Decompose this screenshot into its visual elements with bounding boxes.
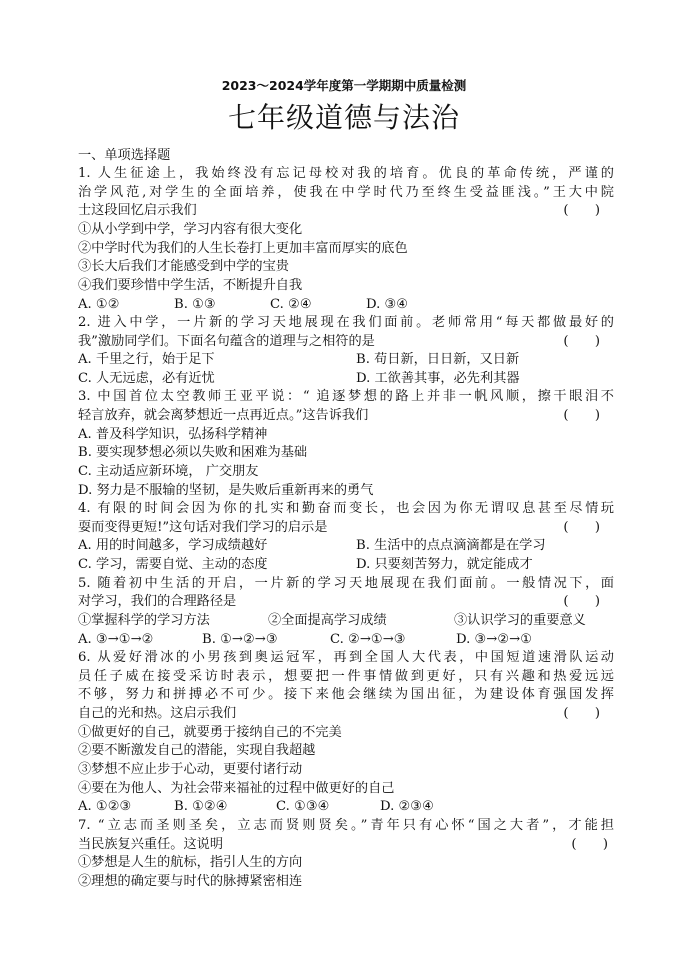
q1-statement-4: ④我们要珍惜中学生活，不断提升自我 <box>78 278 303 293</box>
q6-statement-3: ③梦想不应止步于心动，更要付诸行动 <box>78 762 303 777</box>
q2-stem-text: 我”激励同学们。下面名句蕴含的道理与之相符的是 <box>78 334 375 349</box>
q6-option-b[interactable]: B. ①②④ <box>174 799 228 814</box>
q4-answer-paren[interactable]: ( ) <box>563 520 600 535</box>
q1-stem-line-2: 治学风范,对学生的全面培养，使我在中学时代乃至终生受益匪浅。”王大中院 <box>78 185 614 200</box>
q4-option-c[interactable]: C. 学习，需要自觉、主动的态度 <box>78 557 268 572</box>
q3-stem-text: 轻言放弃，就会离梦想近一点再近点。”这告诉我们 <box>78 408 369 423</box>
q6-stem-text: 自己的光和热。这启示我们 <box>78 706 237 721</box>
q6-statement-4: ④要在为他人、为社会带来福祉的过程中做更好的自己 <box>78 781 395 796</box>
q5-option-c[interactable]: C. ②→①→③ <box>330 632 406 647</box>
q6-answer-paren[interactable]: ( ) <box>563 706 600 721</box>
q1-statement-3: ③长大后我们才能感受到中学的宝贵 <box>78 259 289 274</box>
q6-statement-1: ①做更好的自己，就要勇于接纳自己的不完美 <box>78 725 342 740</box>
q1-statement-2: ②中学时代为我们的人生长卷打上更加丰富而厚实的底色 <box>78 241 408 256</box>
q5-option-d[interactable]: D. ③→②→① <box>456 632 533 647</box>
q2-answer-paren[interactable]: ( ) <box>563 334 600 349</box>
q3-option-d[interactable]: D. 努力是不服输的坚韧，是失败后重新再来的勇气 <box>78 483 374 498</box>
q7-answer-paren[interactable]: ( ) <box>571 837 608 852</box>
q3-stem-line-1: 3. 中国首位太空教师王亚平说：“ 追逐梦想的路上并非一帆风顺，擦干眼泪不 <box>78 389 614 404</box>
q5-option-b[interactable]: B. ①→②→③ <box>202 632 278 647</box>
q1-options <box>78 296 614 314</box>
q1-answer-paren[interactable]: ( ) <box>563 203 600 218</box>
q3-answer-paren[interactable]: ( ) <box>563 408 600 423</box>
q5-stem-line-1: 5. 随着初中生活的开启，一片新的学习天地展现在我们面前。一般情况下，面 <box>78 576 614 591</box>
q2-option-a[interactable]: A. 千里之行，始于足下 <box>78 352 215 367</box>
q1-statement-1: ①从小学到中学，学习内容有很大变化 <box>78 222 303 237</box>
q3-option-b[interactable]: B. 要实现梦想必须以失败和困难为基础 <box>78 445 308 460</box>
q5-stem-line-2 <box>78 593 614 611</box>
q6-options <box>78 798 614 816</box>
q1-stem-line-3 <box>78 202 614 220</box>
q5-stem-text: 对学习，我们的合理路径是 <box>78 594 237 609</box>
q1-option-b[interactable]: B. ①③ <box>174 297 216 312</box>
exam-subtitle: 2023～2024学年度第一学期期中质量检测 <box>221 78 467 93</box>
q1-stem-text: 士这段回忆启示我们 <box>78 203 197 218</box>
q4-option-b[interactable]: B. 生活中的点点滴滴都是在学习 <box>356 538 546 553</box>
q1-option-a[interactable]: A. ①② <box>78 297 120 312</box>
q3-option-a[interactable]: A. 普及科学知识，弘扬科学精神 <box>78 427 268 442</box>
q5-statement-3: ③认识学习的重要意义 <box>454 613 586 628</box>
q7-stem-line-1: 7. “立志而圣则圣矣，立志而贤则贤矣。”青年只有心怀“国之大者”，才能担 <box>78 818 614 833</box>
q4-option-d[interactable]: D. 只要刻苦努力，就定能成才 <box>356 557 533 572</box>
q5-answer-paren[interactable]: ( ) <box>563 594 600 609</box>
q4-stem-line-1: 4. 有限的时间会因为你的扎实和勤奋而变长，也会因为你无谓叹息甚至尽情玩 <box>78 501 614 516</box>
q6-option-c[interactable]: C. ①③④ <box>276 799 330 814</box>
q5-statements <box>78 612 614 630</box>
q4-options-row-1 <box>78 537 614 555</box>
q3-stem-line-2 <box>78 407 614 425</box>
q6-option-d[interactable]: D. ②③④ <box>380 799 434 814</box>
q5-options <box>78 631 614 649</box>
q5-statement-1: ①掌握科学的学习方法 <box>78 613 210 628</box>
q2-option-c[interactable]: C. 人无远虑，必有近忧 <box>78 371 215 386</box>
q6-option-a[interactable]: A. ①②③ <box>78 799 132 814</box>
q4-stem-line-2 <box>78 519 614 537</box>
q6-stem-line-3: 不够，努力和拼搏必不可少。接下来他会继续为国出征，为建设体育强国发挥 <box>78 687 614 702</box>
q2-option-b[interactable]: B. 苟日新，日日新，又日新 <box>356 352 520 367</box>
q6-statement-2: ②要不断激发自己的潜能，实现自我超越 <box>78 743 316 758</box>
q1-option-c[interactable]: C. ②④ <box>270 297 312 312</box>
q6-stem-line-1: 6. 从爱好滑冰的小男孩到奥运冠军，再到全国人大代表，中国短道速滑队运动 <box>78 650 614 665</box>
q2-stem-line-1: 2. 进入中学，一片新的学习天地展现在我们面前。老师常用“每天都做最好的 <box>78 315 614 330</box>
q7-statement-2: ②理想的确定要与时代的脉搏紧密相连 <box>78 874 303 889</box>
q4-options-row-2 <box>78 556 614 574</box>
q2-option-d[interactable]: D. 工欲善其事，必先利其器 <box>356 371 520 386</box>
q4-stem-text: 耍而变得更短!”这句话对我们学习的启示是 <box>78 520 328 535</box>
section-heading: 一、单项选择题 <box>78 148 171 163</box>
q2-stem-line-2 <box>78 333 614 351</box>
q6-stem-line-2: 员任子威在接受采访时表示，想要把一件事情做到更好，只有兴趣和热爱远远 <box>78 669 614 684</box>
q7-stem-line-2 <box>78 836 614 854</box>
q7-stem-text: 当民族复兴重任。这说明 <box>78 837 224 852</box>
q7-statement-1: ①梦想是人生的航标，指引人生的方向 <box>78 855 303 870</box>
q6-stem-line-4 <box>78 705 614 723</box>
q2-options-row-2 <box>78 370 614 388</box>
q5-option-a[interactable]: A. ③→①→② <box>78 632 154 647</box>
q4-option-a[interactable]: A. 用的时间越多，学习成绩越好 <box>78 538 268 553</box>
q3-option-c[interactable]: C. 主动适应新环境， 广交朋友 <box>78 464 259 479</box>
exam-title: 七年级道德与法治 <box>227 101 460 134</box>
q1-stem-line-1: 1. 人生征途上，我始终没有忘记母校对我的培育。优良的革命传统，严谨的 <box>78 166 614 181</box>
q2-options-row-1 <box>78 351 614 369</box>
q5-statement-2: ②全面提高学习成绩 <box>268 613 387 628</box>
q1-option-d[interactable]: D. ③④ <box>366 297 409 312</box>
